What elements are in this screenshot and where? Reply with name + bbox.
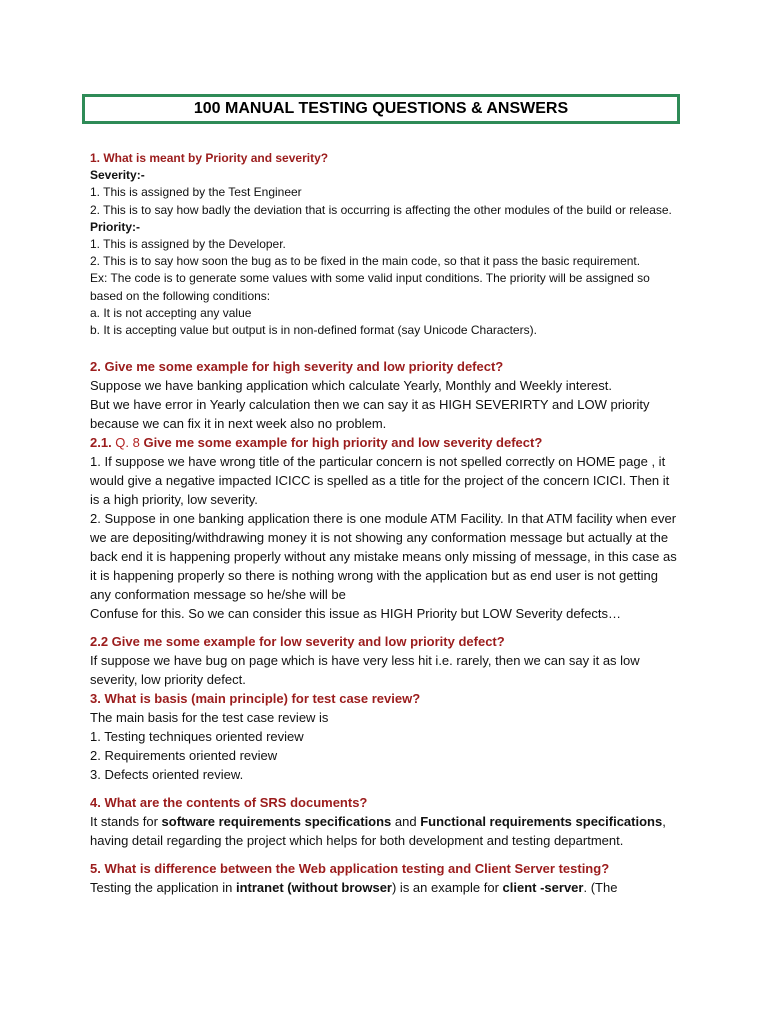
- severity-point-1: 1. This is assigned by the Test Engineer: [90, 185, 302, 200]
- q5-bold-1: intranet (without browser: [235, 880, 392, 896]
- q3-heading: 3. What is basis (main principle) for test case review?: [90, 691, 421, 707]
- q21-prefix: 2.1.: [90, 435, 116, 451]
- severity-label: Severity:-: [90, 168, 145, 183]
- q21-point-2: 2. Suppose in one banking application there is one module ATM Facility. In that ATM facility when ever we are depositing/withdrawing money it is not showing any conformation message but actually at the back end it is happening properly without any mistake means only missing of message, in this case as it is happening properly so there is nothing wrong with the application but as end user is not getting any conformation message so he/she will be: [90, 511, 677, 603]
- priority-example: Ex: The code is to generate some values with some valid input conditions. The priority will be assigned so based on the following conditions:: [90, 271, 650, 303]
- spacer: [90, 623, 680, 632]
- q5-bold-2: client -server: [502, 880, 584, 896]
- q4-bold-1: software requirements specifications: [161, 814, 392, 830]
- q2-heading: 2. Give me some example for high severity and low priority defect?: [90, 359, 504, 375]
- q21-point-1: 1. If suppose we have wrong title of the particular concern is not spelled correctly on HOME page , it would give a negative impacted ICICC is spelled as a title for the project of the concern ICICI. Then it is a high priority, low severity.: [90, 454, 670, 508]
- q5-section: [90, 859, 680, 897]
- q3-section: [90, 689, 680, 784]
- page-title: 100 MANUAL TESTING QUESTIONS & ANSWERS: [193, 100, 569, 117]
- q5-text-2: ) is an example for: [391, 880, 503, 896]
- q21-qnum: Q. 8: [115, 435, 140, 451]
- q2-line-1: Suppose we have banking application which calculate Yearly, Monthly and Weekly interest.: [90, 378, 612, 394]
- q3-line-1: 1. Testing techniques oriented review: [90, 729, 304, 745]
- q21-section: [90, 433, 680, 623]
- q5-answer: [90, 878, 680, 897]
- q3-line-3: 3. Defects oriented review.: [90, 767, 244, 783]
- q21-heading-text: Give me some example for high priority and low severity defect?: [139, 435, 543, 451]
- q5-text-1: Testing the application in: [90, 880, 236, 896]
- condition-a: a. It is not accepting any value: [90, 305, 252, 320]
- q21-heading: [90, 433, 680, 452]
- q2-section: [90, 357, 680, 433]
- q4-text-2: and: [391, 814, 421, 830]
- q5-text-3: . (The: [583, 880, 618, 896]
- severity-point-2: 2. This is to say how badly the deviation that is occurring is affecting the other modules of the build or release.: [90, 202, 672, 217]
- q4-answer: [90, 812, 680, 850]
- q22-section: [90, 632, 680, 689]
- q4-text-3: , having detail regarding the project which helps for both development and testing department.: [90, 814, 666, 849]
- q3-line-2: 2. Requirements oriented review: [90, 748, 278, 764]
- q1-heading: 1. What is meant by Priority and severity?: [90, 151, 329, 165]
- priority-label: Priority:-: [90, 219, 141, 234]
- document-content: [90, 150, 680, 897]
- priority-point-1: 1. This is assigned by the Developer.: [90, 237, 286, 252]
- q22-point-1: If suppose we have bug on page which is have very less hit i.e. rarely, then we can say it as low severity, low priority defect.: [90, 653, 640, 688]
- q3-line-0: The main basis for the test case review is: [90, 710, 329, 726]
- spacer: [90, 784, 680, 793]
- q5-heading: 5. What is difference between the Web application testing and Client Server testing?: [90, 861, 610, 877]
- spacer: [90, 339, 680, 357]
- q4-text-1: It stands for: [90, 814, 162, 830]
- q1-section: [90, 150, 680, 339]
- q21-point-3: Confuse for this. So we can consider this issue as HIGH Priority but LOW Severity defects…: [90, 606, 622, 622]
- q4-bold-2: Functional requirements specifications: [420, 814, 663, 830]
- spacer: [90, 850, 680, 859]
- title-box: [82, 94, 680, 124]
- q2-line-2: But we have error in Yearly calculation then we can say it as HIGH SEVERIRTY and LOW priority because we can fix it in next week also no problem.: [90, 397, 650, 432]
- q22-heading: 2.2 Give me some example for low severity and low priority defect?: [90, 634, 505, 650]
- priority-point-2: 2. This is to say how soon the bug as to be fixed in the main code, so that it pass the basic requirement.: [90, 254, 641, 269]
- q4-section: [90, 793, 680, 850]
- q4-heading: 4. What are the contents of SRS documents?: [90, 795, 368, 811]
- condition-b: b. It is accepting value but output is in non-defined format (say Unicode Characters).: [90, 323, 537, 338]
